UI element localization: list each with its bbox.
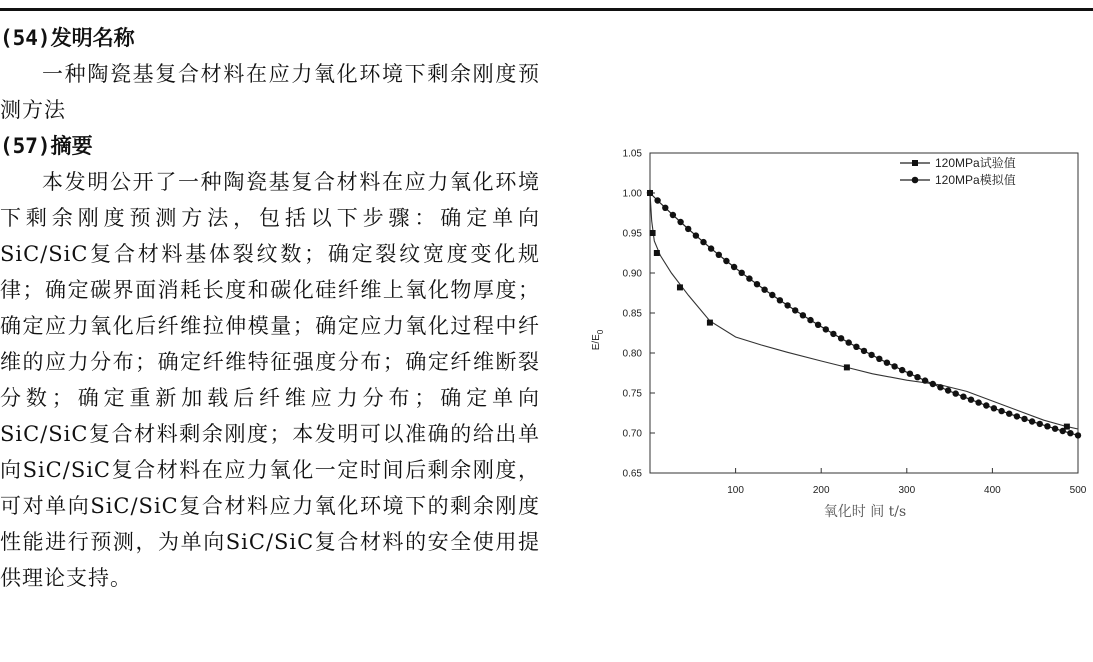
data-point-simulated [830, 331, 836, 337]
data-point-simulated [1052, 426, 1058, 432]
data-point-simulated [670, 212, 676, 218]
data-point-simulated [1044, 423, 1050, 429]
y-tick-label: 0.70 [622, 428, 642, 440]
y-tick-label: 1.05 [622, 148, 642, 160]
y-tick-label: 1.00 [622, 188, 642, 200]
data-point-simulated [739, 270, 745, 276]
data-point-simulated [777, 297, 783, 303]
data-point-simulated [937, 384, 943, 390]
y-axis-label-main: E/E [591, 334, 602, 351]
y-tick-label: 0.75 [622, 388, 642, 400]
data-point-simulated [769, 292, 775, 298]
abstract-text: 本发明公开了一种陶瓷基复合材料在应力氧化环境下剩余刚度预测方法，包括以下步骤：确定单向SiC/SiC复合材料基体裂纹数；确定裂纹宽度变化规律；确定碳界面消耗长度和碳化硅纤维上氧化物厚度；确定应力氧化后纤维拉伸模量；确定应力氧化过程中纤维的应力分布；确定纤维特征强度分布；确定纤维断裂分数；确定重新加载后纤维应力分布；确定单向SiC/SiC复合材料剩余刚度；本发明可以准确的给出单向SiC/SiC复合材料在应力氧化一定时间后剩余刚度，可对单向SiC/SiC复合材料应力氧化环境下的剩余刚度性能进行预测，为单向SiC/SiC复合材料的安全使用提供理论支持。 [0, 170, 540, 590]
legend-label-exp: 120MPa试验值 [935, 156, 1016, 170]
data-point-simulated [998, 408, 1004, 414]
data-point-simulated [960, 394, 966, 400]
data-point-simulated [953, 390, 959, 396]
data-point-experimental [707, 320, 713, 326]
data-point-simulated [846, 339, 852, 345]
data-point-simulated [891, 363, 897, 369]
x-tick-label: 400 [984, 485, 1001, 496]
x-tick-label: 200 [812, 485, 830, 496]
data-point-simulated [1067, 430, 1073, 436]
patent-abstract-block [0, 20, 540, 596]
series-line-simulated [650, 193, 1078, 435]
series-line-experimental [650, 193, 1078, 429]
legend-marker-sim [912, 177, 919, 184]
data-point-simulated [708, 245, 714, 251]
abstract-heading: (57)摘要 [0, 134, 93, 158]
data-point-simulated [868, 352, 874, 358]
invention-title: 一种陶瓷基复合材料在应力氧化环境下剩余刚度预测方法 [0, 62, 540, 122]
chart-svg [585, 140, 1090, 530]
data-point-simulated [823, 326, 829, 332]
data-point-simulated [792, 307, 798, 313]
title-heading: (54)发明名称 [0, 26, 135, 50]
legend-label-sim: 120MPa模拟值 [935, 173, 1016, 187]
data-point-simulated [945, 387, 951, 393]
data-point-simulated [1029, 418, 1035, 424]
legend-marker-exp [912, 160, 918, 166]
data-point-experimental [650, 230, 656, 236]
data-point-simulated [876, 356, 882, 362]
legend [900, 155, 1016, 187]
x-tick-label: 300 [898, 485, 916, 496]
y-tick-label: 0.80 [622, 348, 642, 360]
data-point-simulated [991, 405, 997, 411]
top-rule [0, 8, 1093, 11]
stiffness-chart [585, 140, 1090, 530]
data-point-simulated [654, 197, 660, 203]
data-point-simulated [1075, 432, 1081, 438]
data-point-simulated [907, 371, 913, 377]
data-point-experimental [654, 250, 660, 256]
data-point-simulated [723, 258, 729, 264]
data-point-simulated [662, 205, 668, 211]
data-point-simulated [754, 281, 760, 287]
data-point-simulated [975, 399, 981, 405]
data-point-simulated [1006, 411, 1012, 417]
data-point-simulated [693, 232, 699, 238]
data-point-simulated [1037, 421, 1043, 427]
data-point-simulated [1060, 428, 1066, 434]
data-point-simulated [1014, 413, 1020, 419]
data-point-experimental [844, 364, 850, 370]
data-point-simulated [647, 190, 653, 196]
y-axis-label-sub: 0 [596, 329, 605, 335]
y-tick-label: 0.65 [622, 468, 642, 480]
data-point-simulated [815, 322, 821, 328]
series-experimental [647, 190, 1078, 430]
y-axis-label [591, 329, 605, 350]
data-point-simulated [983, 402, 989, 408]
data-point-simulated [1021, 416, 1027, 422]
data-point-simulated [800, 312, 806, 318]
data-point-simulated [677, 219, 683, 225]
data-point-simulated [968, 397, 974, 403]
plot-frame [650, 153, 1078, 473]
series-simulated [647, 190, 1081, 439]
x-axis-label: 氧化时 间 t/s [823, 504, 907, 520]
y-tick-label: 0.85 [622, 308, 642, 320]
data-point-simulated [853, 344, 859, 350]
data-point-simulated [784, 302, 790, 308]
data-point-simulated [930, 381, 936, 387]
data-point-simulated [899, 367, 905, 373]
y-tick-label: 0.95 [622, 228, 642, 240]
data-point-simulated [685, 226, 691, 232]
x-tick-label: 500 [1069, 485, 1087, 496]
data-point-simulated [861, 348, 867, 354]
data-point-simulated [914, 374, 920, 380]
data-point-simulated [731, 264, 737, 270]
data-point-simulated [700, 239, 706, 245]
data-point-simulated [807, 317, 813, 323]
data-point-simulated [922, 377, 928, 383]
x-tick-label: 100 [727, 485, 744, 496]
data-point-simulated [716, 252, 722, 258]
x-axis [727, 468, 1087, 496]
y-tick-label: 0.90 [622, 268, 642, 280]
data-point-simulated [761, 287, 767, 293]
data-point-experimental [677, 284, 683, 290]
data-point-simulated [746, 275, 752, 281]
data-point-simulated [884, 360, 890, 366]
data-point-simulated [838, 335, 844, 341]
